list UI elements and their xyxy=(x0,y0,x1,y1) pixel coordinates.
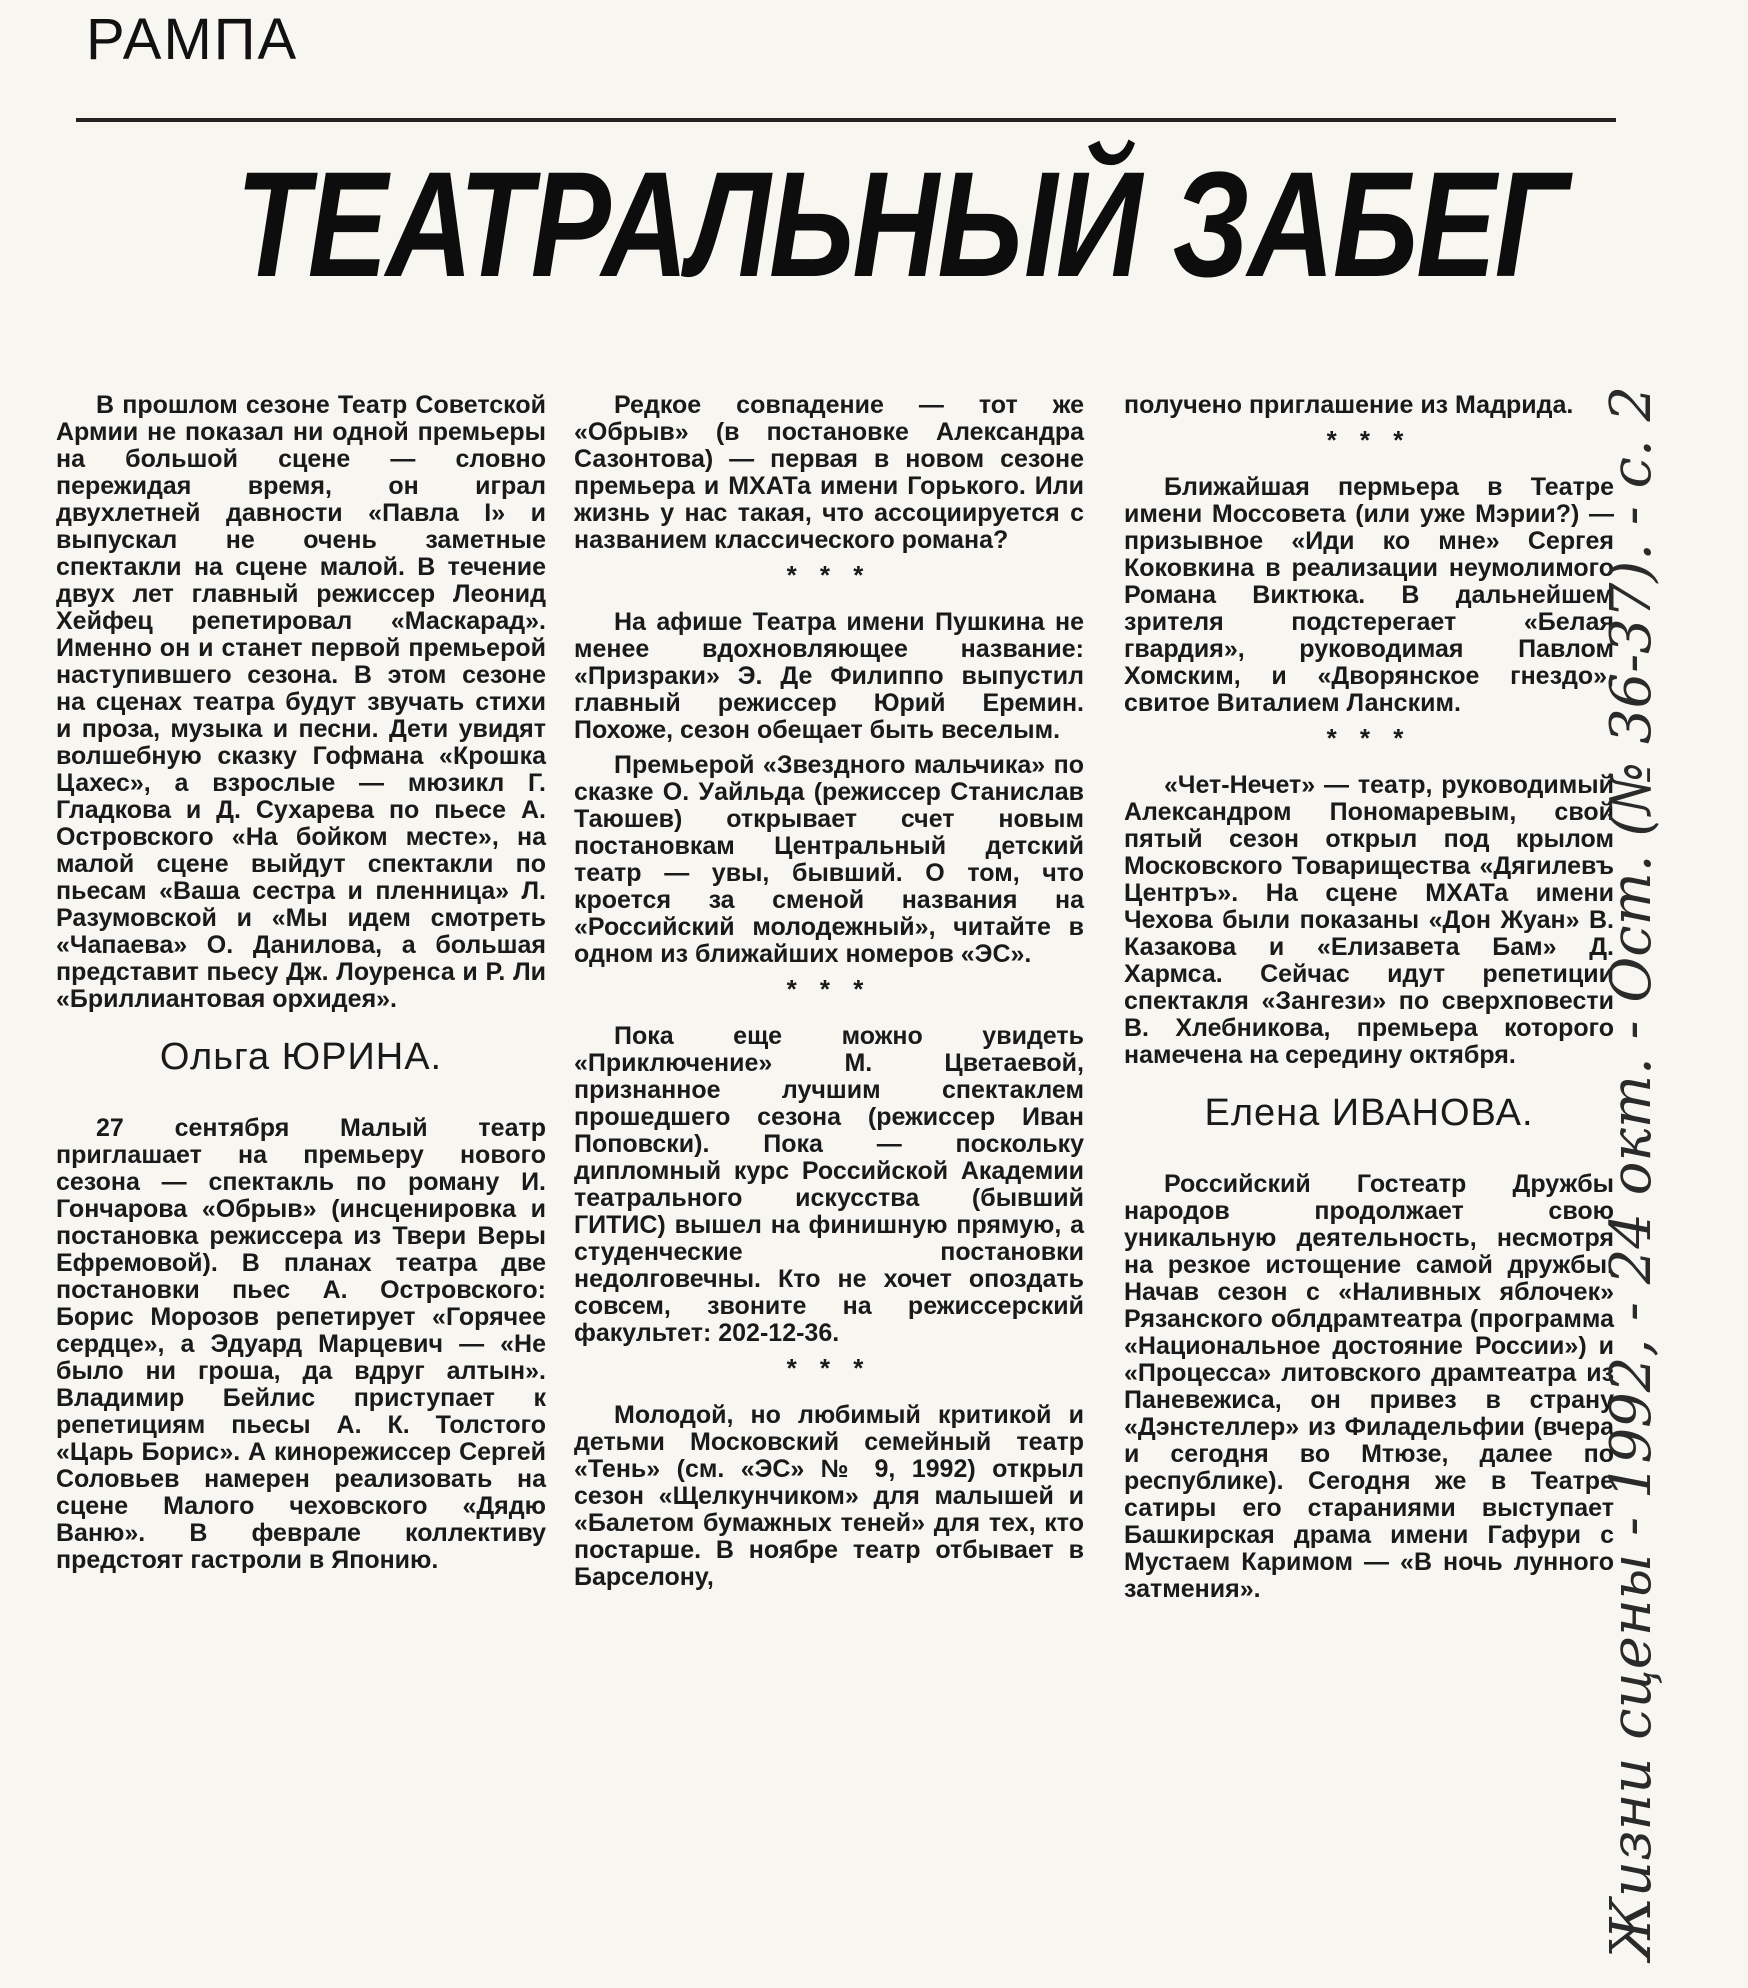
paragraph: получено приглашение из Мадрида. xyxy=(1124,391,1574,419)
paragraph: «Чет-Нечет» — театр, руководимый Александром Пономаревым, свой пятый сезон открыл под крылом Московского Товарищества «Дягилевъ Центръ». На сцене МХАТа имени Чехова были показаны «Дон Жуан» В. Казакова и «Елизавета Бам» Д. Хармса. Сейчас идут репетиции спектакля «Зангези» по сверхповести В. Хлебникова, премьера которого намечена на середину октября. xyxy=(1124,771,1614,1069)
section-separator: * * * xyxy=(786,1353,872,1383)
section-separator: * * * xyxy=(786,974,872,1004)
paragraph: Молодой, но любимый критикой и детьми Московский семейный театр «Тень» (см. «ЭС» № 9, 1992) открыл сезон «Щелкунчиком» для малышей и «Балетом бумажных теней» для тех, кто постарше. В ноябре театр отбывает в Барселону, xyxy=(574,1401,1084,1591)
paragraph: Премьерой «Звездного мальчика» по сказке О. Уайльда (режиссер Станислав Таюшев) открывает счет новым постановкам Центральный детский театр — увы, бывший. О том, что кроется за сменой названия на «Российский молодежный», читайте в одном из ближайших номеров «ЭС». xyxy=(574,751,1084,968)
headline: ТЕАТРАЛЬНЫЙ ЗАБЕГ xyxy=(236,140,1567,308)
column-2 xyxy=(574,392,1084,1599)
author-signature: Елена ИВАНОВА. xyxy=(1204,1092,1534,1134)
section-separator: * * * xyxy=(786,560,872,590)
paragraph: В прошлом сезоне Театр Советской Армии не показал ни одной премьеры на большой сцене — словно пережидая время, он играл двухлетней давности «Павла I» и выпускал не очень заметные спектакли на сцене малой. В течение двух лет главный режиссер Леонид Хейфец репетировал «Маскарад». Именно он и станет первой премьерой наступившего сезона. В этом сезоне на сценах театра будут звучать стихи и проза, музыка и песни. Дети увидят волшебную сказку Гофмана «Крошка Цахес», а взрослые — мюзикл Г. Гладкова и Д. Сухарева по пьесе А. Островского «На бойком месте», на малой сцене выйдут спектакли по пьесам «Ваша сестра и пленница» Л. Разумовской и «Мы идем смотреть «Чапаева» О. Даниловa, а большая представит пьесу Дж. Лоуренса и Р. Ли «Бриллиантовая орхидея». xyxy=(56,391,546,1013)
section-title: РАМПА xyxy=(86,7,299,72)
paragraph: На афише Театра имени Пушкина не менее вдохновляющее название: «Призраки» Э. Де Филиппо выпустил главный режиссер Юрий Еремин. Похоже, сезон обещает быть веселым. xyxy=(574,608,1084,744)
paragraph: Пока еще можно увидеть «Приключение» М. Цветаевой, признанное лучшим спектаклем прошедшего сезона (режиссер Иван Поповски). Пока — поскольку дипломный курс Российской Академии театрального искусства (бывший ГИТИС) вышел на финишную прямую, а студенческие постановки недолговечны. Кто не хочет опоздать совсем, звоните на режиссерский факультет: 202-12-36. xyxy=(574,1022,1084,1347)
section-separator: * * * xyxy=(1326,425,1412,455)
section-separator: * * * xyxy=(1326,723,1412,753)
paragraph: 27 сентября Малый театр приглашает на премьеру нового сезона — спектакль по роману И. Гончарова «Обрыв» (инсценировка и постановка режиссера из Твери Веры Ефремовой). В планах театра две постановки пьес А. Островского: Борис Морозов репетирует «Горячее сердце», а Эдуард Марцевич — «Не было ни гроша, да вдруг алтын». Владимир Бейлис приступает к репетициям пьесы А. К. Толстого «Царь Борис». А кинорежиссер Сергей Соловьев намерен реализовать на сцене Малого чеховского «Дядю Ваню». В феврале коллективу предстоят гастроли в Японию. xyxy=(56,1114,546,1574)
header-rule xyxy=(76,118,1616,122)
column-1 xyxy=(56,392,546,1582)
paragraph: Российский Гостеатр Дружбы народов продолжает свою уникальную деятельность, несмотря на резкое истощение самой дружбы. Начав сезон с «Наливных яблочек» Рязанского облдрамтеатра (программа «Национальное достояние России») и «Процесса» литовского драмтеатра из Паневежиса, он привез в страну «Дэнстеллер» из Филадельфии (вчера и сегодня во Мтюзе, далее по республике). Сегодня же в Театре сатиры его стараниями выступает Башкирская драма имени Гафури с Мустаем Каримом — «В ночь лунного затмения». xyxy=(1124,1170,1614,1603)
paragraph: Ближайшая пермьера в Театре имени Моссовета (или уже Мэрии?) — призывное «Иди ко мне» Сергея Коковкина в реализации неумолимого Романа Виктюка. В дальнейшем зрителя подстерегает «Белая гвардия», руководимая Павлом Хомским, и «Дворянское гнездо», свитое Виталием Ланским. xyxy=(1124,473,1614,717)
paragraph: Редкое совпадение — тот же «Обрыв» (в постановке Александра Сазонтова) — первая в новом сезоне премьера и МХАТа имени Горького. Или жизнь у нас такая, что ассоциируется с названием классического романа? xyxy=(574,391,1084,554)
column-3 xyxy=(1124,392,1614,1611)
handwritten-source-note: Жизни сцены - 1992, - 24 окт. - Ост. (№ 36-37). - с. 2 xyxy=(1599,385,1664,1960)
author-signature: Ольга ЮРИНА. xyxy=(159,1036,443,1078)
